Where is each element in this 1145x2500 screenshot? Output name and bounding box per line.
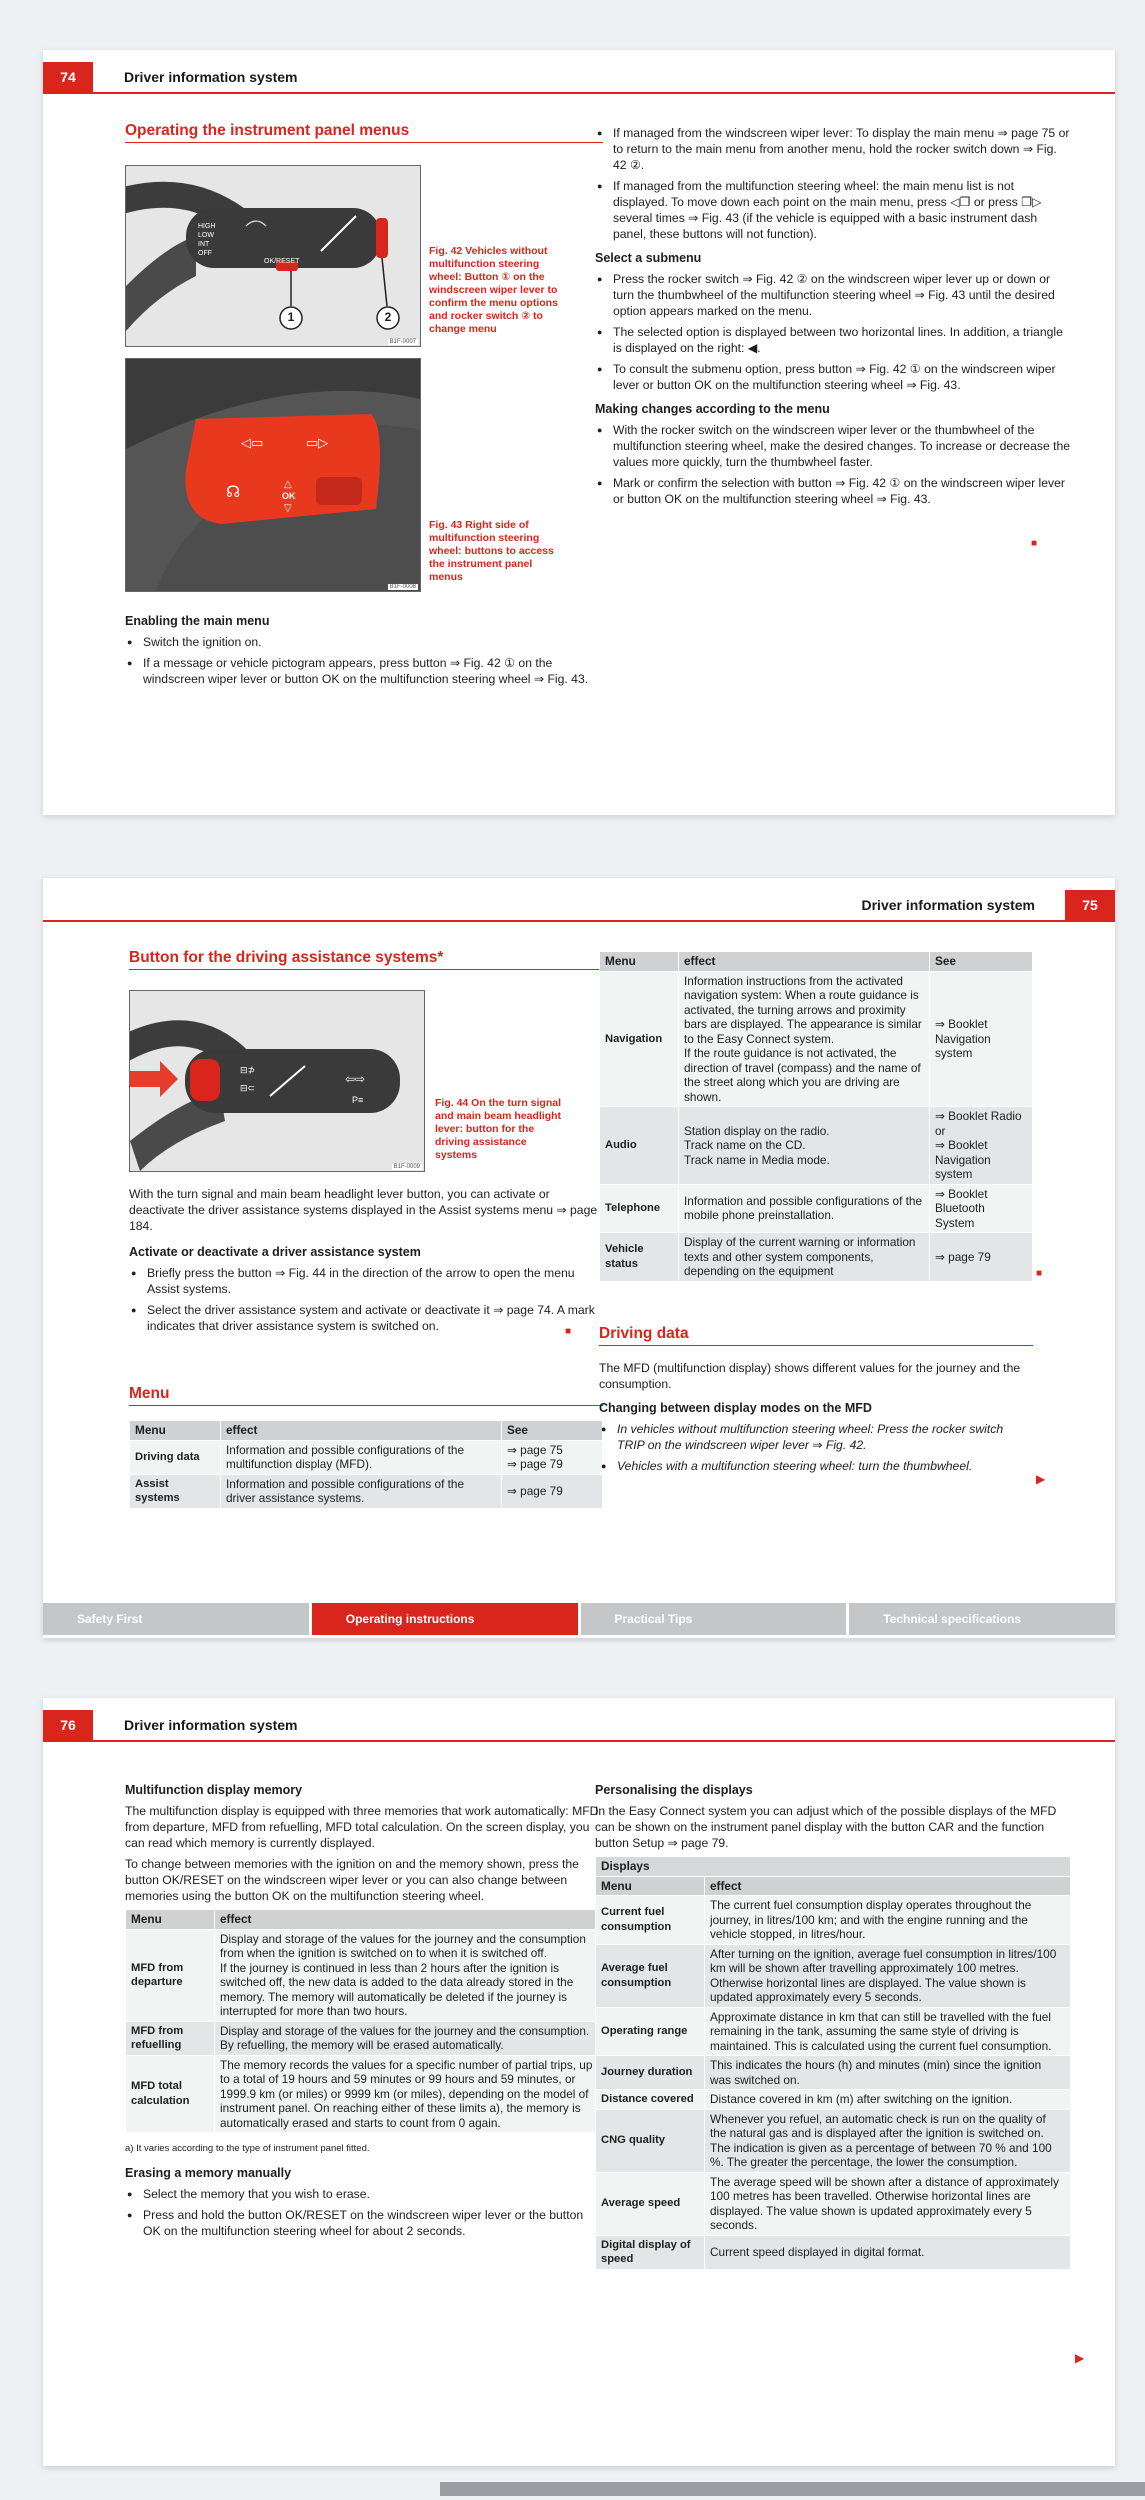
section-end-marker: ■ (1036, 1268, 1043, 1279)
enable-section (125, 605, 603, 692)
svg-text:⊟⊅: ⊟⊅ (240, 1065, 256, 1075)
subheading: Enabling the main menu (125, 614, 270, 628)
wiper-lever-illustration (126, 166, 420, 346)
cell-menu: Operating range (596, 2007, 705, 2056)
menu-table (129, 1420, 603, 1509)
continue-arrow: ▶ (1036, 1472, 1046, 1486)
col-header: effect (221, 1421, 502, 1441)
cell-effect: Approximate distance in km that can still be travelled with the fuel remaining in the tank, assuming the same style of driving is maintained. This is calculated using the current fuel consumption. (705, 2007, 1071, 2056)
paragraph: With the turn signal and main beam headlight lever button, you can activate or deactivate the driver assistance systems displayed in the Assist systems menu ⇒ page 184. (129, 1187, 598, 1233)
cell-see: ⇒ page 75 ⇒ page 79 (502, 1440, 603, 1474)
bullet: ● Press and hold the button OK/RESET on the windscreen wiper lever or the button OK on the multifunction steering wheel for about 2 seconds. (125, 2207, 603, 2239)
footer-tab-operating[interactable]: Operating instructions (312, 1603, 578, 1635)
table-row (596, 1896, 1071, 1945)
cell-menu: Digital display of speed (596, 2235, 705, 2269)
bullet: ● If a message or vehicle pictogram appears, press button ⇒ Fig. 42 ① on the windscreen wiper lever or button OK on the multifunction steering wheel ⇒ Fig. 43. (125, 655, 603, 687)
page-number: 75 (1065, 890, 1115, 920)
header-title: Driver information system (861, 897, 1035, 913)
table-row (596, 2090, 1071, 2110)
callout-2: 2 (384, 310, 392, 324)
horizontal-scrollbar[interactable] (440, 2482, 1145, 2496)
bullet: ● Select the driver assistance system and activate or deactivate it ⇒ page 74. A mark indicates that driver assistance system is switched on. (129, 1302, 603, 1334)
page-75 (43, 878, 1115, 1638)
svg-text:OK/RESET: OK/RESET (264, 258, 300, 265)
cell-effect: The current fuel consumption display operates throughout the journey, in litres/100 km; and with the engine running and the vehicle stopped, in litres/hour. (705, 1896, 1071, 1945)
cell-effect: Current speed displayed in digital format. (705, 2235, 1071, 2269)
bullet: ● The selected option is displayed between two horizontal lines. In addition, a triangle is displayed on the right: ◀. (595, 324, 1071, 356)
subheading: Changing between display modes on the MFD (599, 1401, 872, 1415)
subheading: Making changes according to the menu (595, 402, 830, 416)
page-76 (43, 1698, 1115, 2466)
table-caption: Displays (596, 1857, 1071, 1877)
cell-effect: Display and storage of the values for the journey and the consumption from when the ignition is switched on to when it is switched off. If the journey is continued in less than 2 hours after the ignition is switched off, the new data is added to the data already stored in the memory. The memory will automatically be deleted if the journey is interrupted for more than two hours. (215, 1929, 603, 2021)
right-column (595, 125, 1071, 512)
bullet: ● Press the rocker switch ⇒ Fig. 42 ② on the windscreen wiper lever up or down or turn the thumbwheel of the multifunction steering wheel ⇒ Fig. 43 until the desired option appears marked on the menu. (595, 271, 1071, 319)
cell-menu: Average fuel consumption (596, 1944, 705, 2007)
svg-text:LOW: LOW (198, 232, 214, 239)
section-end-marker: ■ (1031, 538, 1038, 549)
figure-44-caption: Fig. 44 On the turn signal and main beam headlight lever: button for the driving assistance systems (435, 1097, 562, 1161)
svg-text:HIGH: HIGH (198, 223, 216, 230)
assist-section (129, 1186, 603, 1339)
cell-see: ⇒ Booklet Navigation system (930, 971, 1033, 1107)
footer-tab-practical[interactable]: Practical Tips (581, 1603, 847, 1635)
cell-effect: Information and possible configurations of the driver assistance systems. (221, 1474, 502, 1508)
bullet: ● With the rocker switch on the windscreen wiper lever or the thumbwheel of the multifunction steering wheel, make the desired changes. To increase or decrease the values more quickly, turn the thumbwheel faster. (595, 422, 1071, 470)
table-row (126, 1929, 603, 2021)
cell-menu: Audio (600, 1107, 679, 1185)
col-header: effect (679, 952, 930, 972)
cell-effect: After turning on the ignition, average fuel consumption in litres/100 km will be shown after travelling approximately 100 metres. Otherwise horizontal lines are displayed. The value shown is updated approximately every 5 seconds. (705, 1944, 1071, 2007)
table-row (596, 2056, 1071, 2090)
col-header: See (502, 1421, 603, 1441)
table-row (596, 2172, 1071, 2235)
figure-42-wiper-lever (125, 165, 421, 347)
right-column (599, 951, 1033, 1282)
bullet: ● Vehicles with a multifunction steering wheel: turn the thumbwheel. (599, 1458, 1033, 1474)
header-title: Driver information system (124, 1717, 298, 1733)
cell-effect: Information and possible configurations of the mobile phone preinstallation. (679, 1184, 930, 1233)
svg-text:P≡: P≡ (352, 1095, 364, 1105)
table-row (130, 1440, 603, 1474)
cell-menu: MFD from departure (126, 1929, 215, 2021)
cell-effect: Information instructions from the activated navigation system: When a route guidance is activated, the turning arrows and proximity bars are displayed. The appearance is similar to the Easy Connect system. If the route guidance is not activated, the direction of travel (compass) and the name of the street along which you are driving are shown. (679, 971, 930, 1107)
figure-43-steering-wheel (125, 358, 421, 592)
bullet: ● Briefly press the button ⇒ Fig. 44 in the direction of the arrow to open the menu Assist systems. (129, 1265, 603, 1297)
turn-signal-lever-illustration (130, 991, 424, 1171)
subheading: Multifunction display memory (125, 1783, 303, 1797)
cell-effect: Display and storage of the values for the journey and the consumption. By refuelling, the memory will be erased automatically. (215, 2021, 603, 2055)
bullet: ● To consult the submenu option, press button ⇒ Fig. 42 ① on the windscreen wiper lever or button OK on the multifunction steering wheel ⇒ Fig. 43. (595, 361, 1071, 393)
chapter-footer (43, 1603, 1115, 1635)
cell-see: ⇒ Booklet Bluetooth System (930, 1184, 1033, 1233)
driving-data-section (599, 1326, 1033, 1479)
cell-menu: Average speed (596, 2172, 705, 2235)
left-column (125, 1774, 603, 2244)
table-row (596, 2007, 1071, 2056)
figure-43-caption: Fig. 43 Right side of multifunction steering wheel: buttons to access the instrument panel menus (429, 519, 554, 583)
table-row (600, 1184, 1033, 1233)
cell-effect: Display of the current warning or information texts and other system components, depending on the equipment (679, 1233, 930, 1282)
table-row (596, 2235, 1071, 2269)
footnote: a) It varies according to the type of instrument panel fitted. (125, 2143, 370, 2154)
bullet: ● If managed from the multifunction steering wheel: the main menu list is not displayed. To move down each point on the main menu, press ◁❐ or press ❐▷ several times ⇒ Fig. 43 (if the vehicle is equipped with a basic instrument dash panel, these buttons will not function). (595, 178, 1071, 242)
paragraph: In the Easy Connect system you can adjust which of the possible displays of the MFD can be shown on the instrument panel display with the button CAR and the function button Setup ⇒ page 79. (595, 1804, 1057, 1850)
left-column (125, 123, 603, 157)
cell-effect: Whenever you refuel, an automatic check is run on the quality of the natural gas and is displayed after the ignition is switched on. The indication is given as a percentage of between 70 % and 100 %. The greater the percentage, the lower the consumption. (705, 2109, 1071, 2172)
right-column (595, 1774, 1071, 2270)
paragraph: The MFD (multifunction display) shows different values for the journey and the consumption. (599, 1361, 1021, 1391)
subheading: Activate or deactivate a driver assistance system (129, 1245, 421, 1259)
paragraph: The multifunction display is equipped with three memories that work automatically: MFD from departure, MFD from refuelling, MFD total calculation. On the screen display, you can read which memory is currently displayed. (125, 1804, 599, 1850)
svg-text:INT: INT (198, 241, 210, 248)
memory-table (125, 1909, 603, 2133)
col-header: See (930, 952, 1033, 972)
cell-see: ⇒ page 79 (502, 1474, 603, 1508)
table-row (126, 2021, 603, 2055)
bullet: ● If managed from the windscreen wiper lever: To display the main menu ⇒ page 75 or to return to the main menu from another menu, hold the rocker switch down ⇒ Fig. 42 ②. (595, 125, 1071, 173)
bullet: ● Mark or confirm the selection with button ⇒ Fig. 42 ① on the windscreen wiper lever or button OK on the multifunction steering wheel ⇒ Fig. 43. (595, 475, 1071, 507)
col-header: Menu (600, 952, 679, 972)
cell-menu: Current fuel consumption (596, 1896, 705, 1945)
svg-text:▭▷: ▭▷ (306, 435, 329, 450)
page-header (43, 1710, 1115, 1742)
subheading: Personalising the displays (595, 1783, 753, 1797)
left-column-top (129, 950, 603, 984)
col-header: Menu (596, 1876, 705, 1896)
bullet: ● Switch the ignition on. (125, 634, 603, 650)
figure-code: B1F-0008 (389, 584, 416, 590)
section-title: Driving data (599, 1326, 1033, 1346)
subheading: Erasing a memory manually (125, 2166, 292, 2180)
steering-wheel-illustration (126, 359, 420, 591)
cell-menu: Distance covered (596, 2090, 705, 2110)
col-header: effect (215, 1910, 603, 1930)
page-header (43, 62, 1115, 94)
cell-effect: Station display on the radio. Track name on the CD. Track name in Media mode. (679, 1107, 930, 1185)
cell-menu: Driving data (130, 1440, 221, 1474)
col-header: effect (705, 1876, 1071, 1896)
subheading: Select a submenu (595, 251, 702, 265)
cell-menu: Telephone (600, 1184, 679, 1233)
page-74 (43, 50, 1115, 815)
figure-code: B1F-0007 (389, 339, 416, 345)
section-title: Menu (129, 1386, 603, 1406)
cell-menu: CNG quality (596, 2109, 705, 2172)
svg-text:◁▭: ◁▭ (241, 435, 264, 450)
cell-effect: The memory records the values for a specific number of partial trips, up to a total of 19 hours and 59 minutes or 99 hours and 59 minutes, or 1999.9 km (or miles) or 9999 km (or miles), depending on the model of instrument panel. On reaching either of these limits a), the memory is automatically erased and starts to count from 0 again. (215, 2055, 603, 2133)
table-row (126, 2055, 603, 2133)
table-row (600, 1233, 1033, 1282)
section-title: Button for the driving assistance systems* (129, 950, 603, 970)
figure-code: B1F-0009 (393, 1164, 420, 1170)
cell-effect: Distance covered in km (m) after switching on the ignition. (705, 2090, 1071, 2110)
header-title: Driver information system (124, 69, 298, 85)
svg-text:OK: OK (282, 491, 296, 501)
svg-text:⇦⇨: ⇦⇨ (345, 1072, 366, 1086)
bullet: ● In vehicles without multifunction steering wheel: Press the rocker switch TRIP on the windscreen wiper lever ⇒ Fig. 42. (599, 1421, 1033, 1453)
table-row (596, 2109, 1071, 2172)
menu-table-2 (599, 951, 1033, 1282)
callout-1: 1 (287, 310, 295, 324)
paragraph: To change between memories with the ignition on and the memory shown, press the button OK/RESET on the windscreen wiper lever or you can also change between memories using the button OK on the multifunction steering wheel. (125, 1857, 579, 1903)
page-number: 76 (43, 1710, 93, 1740)
table-row (596, 1944, 1071, 2007)
col-header: Menu (126, 1910, 215, 1930)
figure-44-turn-signal-lever (129, 990, 425, 1172)
table-row (130, 1474, 603, 1508)
page-header (43, 890, 1115, 922)
svg-text:OFF: OFF (198, 250, 212, 257)
section-end-marker: ■ (565, 1326, 572, 1337)
cell-menu: Navigation (600, 971, 679, 1107)
cell-menu: Assist systems (130, 1474, 221, 1508)
figure-42-caption: Fig. 42 Vehicles without multifunction steering wheel: Button ① on the windscreen wiper lever to confirm the menu options and rocker switch ② to change menu (429, 245, 558, 335)
svg-text:⊟⊂: ⊟⊂ (240, 1083, 256, 1093)
section-title: Operating the instrument panel menus (125, 123, 603, 143)
cell-effect: The average speed will be shown after a distance of approximately 100 metres has been travelled. Otherwise horizontal lines are displayed. The value shown is updated approximately every 5 seconds. (705, 2172, 1071, 2235)
cell-see: ⇒ page 79 (930, 1233, 1033, 1282)
col-header: Menu (130, 1421, 221, 1441)
cell-see: ⇒ Booklet Radio or ⇒ Booklet Navigation system (930, 1107, 1033, 1185)
svg-text:▽: ▽ (284, 503, 292, 514)
table-row (600, 971, 1033, 1107)
table-row (600, 1107, 1033, 1185)
continue-arrow: ▶ (1075, 2351, 1085, 2365)
bullet: ● Select the memory that you wish to erase. (125, 2186, 603, 2202)
cell-menu: MFD total calculation (126, 2055, 215, 2133)
footer-tab-technical[interactable]: Technical specifications (849, 1603, 1115, 1635)
cell-effect: This indicates the hours (h) and minutes (min) since the ignition was switched on. (705, 2056, 1071, 2090)
cell-menu: Journey duration (596, 2056, 705, 2090)
page-number: 74 (43, 62, 93, 92)
cell-menu: MFD from refuelling (126, 2021, 215, 2055)
svg-text:☊: ☊ (226, 484, 241, 501)
cell-menu: Vehicle status (600, 1233, 679, 1282)
menu-section (129, 1386, 603, 1509)
svg-text:△: △ (284, 479, 292, 490)
displays-table (595, 1856, 1071, 2270)
footer-tab-safety[interactable]: Safety First (43, 1603, 309, 1635)
cell-effect: Information and possible configurations of the multifunction display (MFD). (221, 1440, 502, 1474)
